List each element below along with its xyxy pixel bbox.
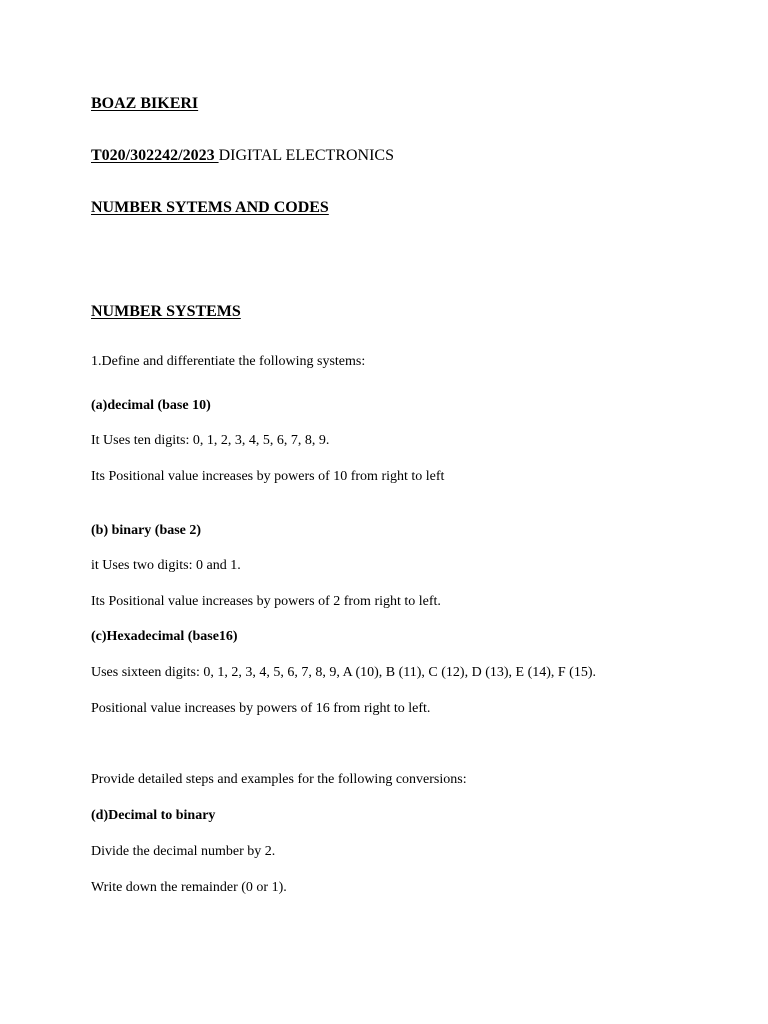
part-b-heading: (b) binary (base 2) (91, 523, 202, 538)
part-a-heading: (a)decimal (base 10) (91, 398, 211, 413)
registration-number: T020/302242/2023 (91, 147, 219, 164)
part-a-line-1: It Uses ten digits: 0, 1, 2, 3, 4, 5, 6, 7, 8, 9. (91, 433, 330, 448)
topic-title: NUMBER SYTEMS AND CODES (91, 199, 329, 216)
section-title: NUMBER SYSTEMS (91, 303, 241, 320)
part-b-line-2: Its Positional value increases by powers of 2 from right to left. (91, 594, 441, 609)
conversions-intro: Provide detailed steps and examples for the following conversions: (91, 772, 467, 787)
part-d-line-2: Write down the remainder (0 or 1). (91, 880, 287, 895)
part-a-line-2: Its Positional value increases by powers of 10 from right to left (91, 469, 445, 484)
course-title: DIGITAL ELECTRONICS (218, 147, 394, 164)
part-d-heading: (d)Decimal to binary (91, 808, 216, 823)
author-name: BOAZ BIKERI (91, 95, 199, 112)
question-1: 1.Define and differentiate the following systems: (91, 354, 366, 369)
part-c-line-1: Uses sixteen digits: 0, 1, 2, 3, 4, 5, 6, 7, 8, 9, A (10), B (11), C (12), D (13), E (14), F (15). (91, 665, 596, 680)
part-b-line-1: it Uses two digits: 0 and 1. (91, 558, 241, 573)
part-c-heading: (c)Hexadecimal (base16) (91, 629, 238, 644)
course-header (91, 148, 394, 164)
part-d-line-1: Divide the decimal number by 2. (91, 844, 276, 859)
part-c-line-2: Positional value increases by powers of 16 from right to left. (91, 701, 431, 716)
